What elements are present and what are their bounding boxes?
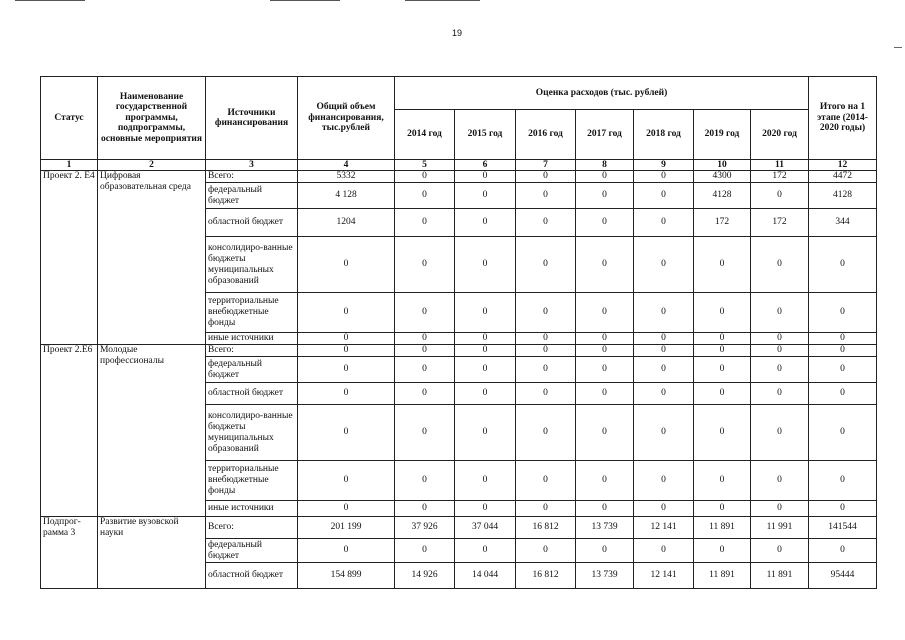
year-value-cell: 37 044 [455,517,516,539]
year-value-cell: 0 [694,293,751,333]
year-value-cell: 0 [516,501,576,517]
year-value-cell: 0 [395,345,455,357]
year-value-cell: 0 [634,383,694,405]
year-value-cell: 0 [455,171,516,183]
year-value-cell: 0 [694,345,751,357]
year-value-cell: 0 [751,293,809,333]
year-value-cell: 0 [634,333,694,345]
year-value-cell: 0 [395,357,455,383]
year-value-cell: 0 [576,357,634,383]
year-value-cell: 0 [634,237,694,293]
total-cell: 1204 [298,209,395,237]
year-value-cell: 0 [694,357,751,383]
year-value-cell: 11 991 [751,517,809,539]
year-value-cell: 0 [516,383,576,405]
year-value-cell: 0 [576,293,634,333]
year-value-cell: 0 [576,405,634,461]
column-number: 10 [694,160,751,171]
table-body [41,171,877,589]
header-year: 2015 год [455,110,516,160]
page-number: 19 [451,28,462,38]
top-rule-mid [270,0,340,1]
year-value-cell: 4300 [694,171,751,183]
source-cell: Всего: [206,345,298,357]
column-number: 4 [298,160,395,171]
year-value-cell: 0 [694,405,751,461]
year-value-cell: 14 044 [455,563,516,589]
year-value-cell: 0 [395,237,455,293]
year-value-cell: 0 [455,333,516,345]
stage-total-cell: 0 [809,357,877,383]
year-value-cell: 0 [516,357,576,383]
year-value-cell: 11 891 [751,563,809,589]
header-total: Общий объем финансирования, тыс.рублей [298,77,395,160]
total-cell: 0 [298,501,395,517]
year-value-cell: 0 [634,345,694,357]
name-cell: Молодые профессионалы [98,345,206,517]
year-value-cell: 0 [576,209,634,237]
total-cell: 0 [298,357,395,383]
year-value-cell: 0 [455,345,516,357]
column-number: 7 [516,160,576,171]
source-cell: Всего: [206,517,298,539]
stage-total-cell: 0 [809,539,877,563]
year-value-cell: 0 [455,209,516,237]
financing-table [40,76,877,589]
column-numbers-row [41,160,877,171]
year-value-cell: 0 [634,501,694,517]
margin-mark [894,47,902,48]
year-value-cell: 0 [455,539,516,563]
column-number: 11 [751,160,809,171]
year-value-cell: 0 [751,183,809,209]
stage-total-cell: 0 [809,333,877,345]
stage-total-cell: 0 [809,345,877,357]
year-value-cell: 0 [455,501,516,517]
stage-total-cell: 0 [809,405,877,461]
top-rule-right [405,0,480,1]
year-value-cell: 0 [516,539,576,563]
header-year: 2016 год [516,110,576,160]
year-value-cell: 172 [751,209,809,237]
table-row [41,517,877,539]
year-value-cell: 0 [751,237,809,293]
year-value-cell: 0 [751,539,809,563]
year-value-cell: 16 812 [516,563,576,589]
year-value-cell: 12 141 [634,517,694,539]
header-name: Наименование государственной программы, подпрограммы, основные мероприятия [98,77,206,160]
stage-total-cell: 141544 [809,517,877,539]
header-status: Статус [41,77,98,160]
stage-total-cell: 95444 [809,563,877,589]
table-header [41,77,877,171]
year-value-cell: 13 739 [576,517,634,539]
header-stage-total: Итого на 1 этапе (2014-2020 годы) [809,77,877,160]
stage-total-cell: 344 [809,209,877,237]
source-cell: территориальные внебюджетные фонды [206,461,298,501]
year-value-cell: 0 [634,171,694,183]
header-year: 2017 год [576,110,634,160]
year-value-cell: 172 [694,209,751,237]
year-value-cell: 13 739 [576,563,634,589]
year-value-cell: 37 926 [395,517,455,539]
year-value-cell: 4128 [694,183,751,209]
year-value-cell: 0 [395,461,455,501]
year-value-cell: 0 [751,405,809,461]
year-value-cell: 0 [576,501,634,517]
year-value-cell: 0 [576,383,634,405]
year-value-cell: 0 [694,237,751,293]
header-sources: Источники финансирования [206,77,298,160]
year-value-cell: 0 [395,171,455,183]
year-value-cell: 0 [751,345,809,357]
column-number: 6 [455,160,516,171]
year-value-cell: 12 141 [634,563,694,589]
year-value-cell: 0 [694,383,751,405]
name-cell: Развитие вузовской науки [98,517,206,589]
total-cell: 0 [298,237,395,293]
year-value-cell: 16 812 [516,517,576,539]
name-cell: Цифровая образовательная среда [98,171,206,345]
year-value-cell: 0 [634,461,694,501]
year-value-cell: 0 [516,293,576,333]
header-year: 2019 год [694,110,751,160]
status-cell: Подпрог-рамма 3 [41,517,98,589]
year-value-cell: 0 [395,405,455,461]
source-cell: Всего: [206,171,298,183]
total-cell: 0 [298,383,395,405]
header-estimate: Оценка расходов (тыс. рублей) [395,77,809,110]
column-number: 2 [98,160,206,171]
year-value-cell: 0 [576,333,634,345]
stage-total-cell: 0 [809,461,877,501]
stage-total-cell: 0 [809,383,877,405]
total-cell: 0 [298,345,395,357]
stage-total-cell: 4472 [809,171,877,183]
year-value-cell: 0 [634,405,694,461]
year-value-cell: 0 [576,171,634,183]
year-value-cell: 0 [516,333,576,345]
year-value-cell: 0 [634,539,694,563]
source-cell: областной бюджет [206,209,298,237]
status-cell: Проект 2.Е6 [41,345,98,517]
year-value-cell: 0 [751,383,809,405]
year-value-cell: 0 [455,357,516,383]
stage-total-cell: 0 [809,237,877,293]
year-value-cell: 0 [516,345,576,357]
year-value-cell: 0 [576,539,634,563]
year-value-cell: 0 [395,293,455,333]
source-cell: областной бюджет [206,563,298,589]
source-cell: иные источники [206,501,298,517]
source-cell: федеральный бюджет [206,183,298,209]
stage-total-cell: 4128 [809,183,877,209]
year-value-cell: 0 [516,183,576,209]
total-cell: 0 [298,405,395,461]
column-number: 9 [634,160,694,171]
year-value-cell: 0 [455,383,516,405]
year-value-cell: 0 [516,237,576,293]
total-cell: 0 [298,539,395,563]
stage-total-cell: 0 [809,501,877,517]
year-value-cell: 0 [694,539,751,563]
year-value-cell: 0 [455,183,516,209]
column-number: 1 [41,160,98,171]
total-cell: 154 899 [298,563,395,589]
year-value-cell: 0 [634,357,694,383]
year-value-cell: 0 [634,293,694,333]
table-row [41,345,877,357]
year-value-cell: 0 [455,237,516,293]
header-year: 2020 год [751,110,809,160]
total-cell: 4 128 [298,183,395,209]
year-value-cell: 0 [516,209,576,237]
header-year: 2014 год [395,110,455,160]
source-cell: территориальные внебюджетные фонды [206,293,298,333]
total-cell: 0 [298,461,395,501]
source-cell: федеральный бюджет [206,357,298,383]
year-value-cell: 0 [455,405,516,461]
year-value-cell: 0 [455,293,516,333]
year-value-cell: 0 [395,333,455,345]
year-value-cell: 0 [751,357,809,383]
year-value-cell: 0 [516,171,576,183]
year-value-cell: 0 [395,539,455,563]
source-cell: иные источники [206,333,298,345]
year-value-cell: 0 [694,501,751,517]
header-year: 2018 год [634,110,694,160]
column-number: 5 [395,160,455,171]
year-value-cell: 14 926 [395,563,455,589]
column-number: 3 [206,160,298,171]
year-value-cell: 0 [634,209,694,237]
year-value-cell: 0 [751,333,809,345]
year-value-cell: 0 [516,461,576,501]
year-value-cell: 0 [694,461,751,501]
total-cell: 201 199 [298,517,395,539]
table-row [41,171,877,183]
total-cell: 0 [298,333,395,345]
year-value-cell: 0 [395,501,455,517]
source-cell: консолидиро-ванные бюджеты муниципальных образований [206,405,298,461]
year-value-cell: 0 [455,461,516,501]
year-value-cell: 0 [576,183,634,209]
year-value-cell: 0 [395,383,455,405]
year-value-cell: 0 [634,183,694,209]
status-cell: Проект 2. Е4 [41,171,98,345]
total-cell: 0 [298,293,395,333]
column-number: 12 [809,160,877,171]
year-value-cell: 0 [576,237,634,293]
year-value-cell: 11 891 [694,563,751,589]
source-cell: консолидиро-ванные бюджеты муниципальных образований [206,237,298,293]
source-cell: федеральный бюджет [206,539,298,563]
year-value-cell: 0 [576,461,634,501]
year-value-cell: 0 [576,345,634,357]
year-value-cell: 0 [751,501,809,517]
stage-total-cell: 0 [809,293,877,333]
year-value-cell: 0 [395,183,455,209]
year-value-cell: 0 [395,209,455,237]
year-value-cell: 0 [751,461,809,501]
source-cell: областной бюджет [206,383,298,405]
year-value-cell: 11 891 [694,517,751,539]
column-number: 8 [576,160,634,171]
year-value-cell: 0 [516,405,576,461]
year-value-cell: 172 [751,171,809,183]
top-rule-left [15,0,85,1]
total-cell: 5332 [298,171,395,183]
year-value-cell: 0 [694,333,751,345]
